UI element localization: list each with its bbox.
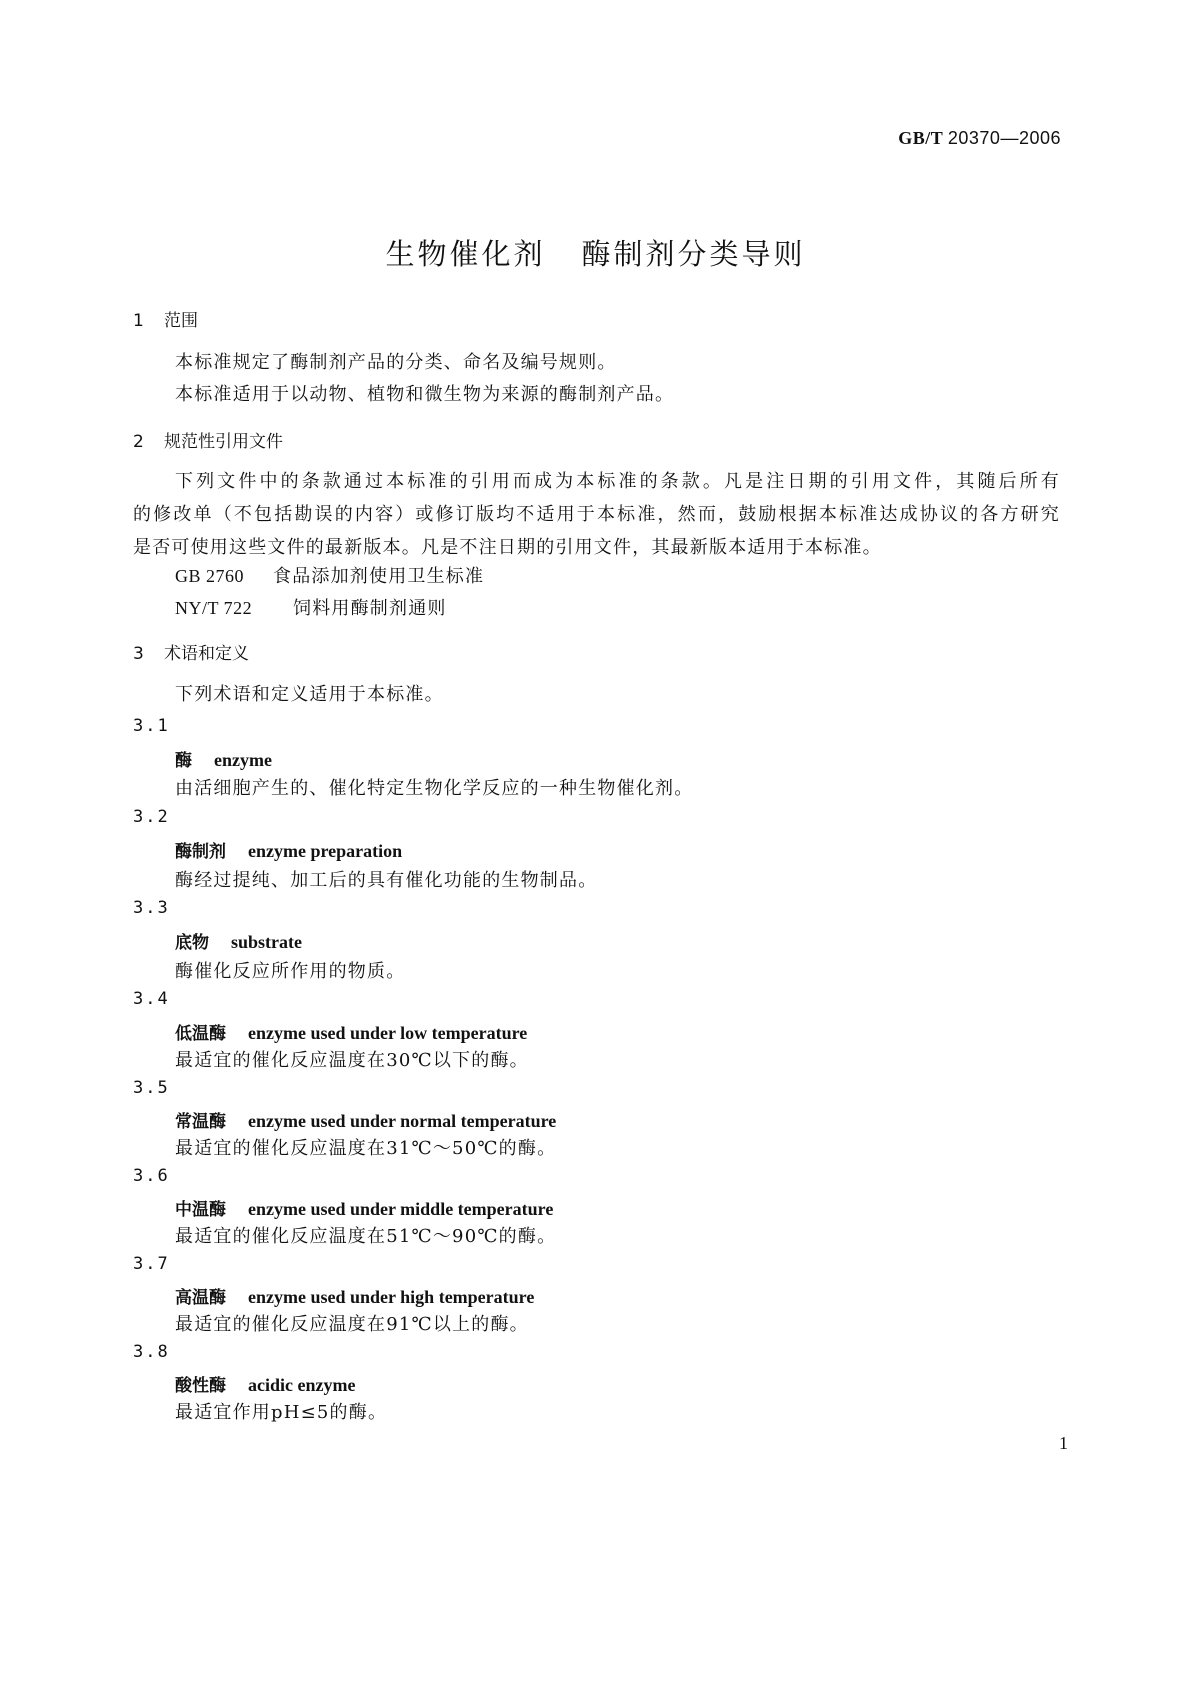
section-number: 2 <box>133 432 144 452</box>
title-part1: 生物催化剂 <box>385 237 546 271</box>
term-definition: 最适宜的催化反应温度在51℃～90℃的酶。 <box>175 1226 557 1247</box>
term-zh: 酸性酶 <box>175 1376 226 1396</box>
section-number: 3 <box>133 644 144 664</box>
term-definition: 最适宜的催化反应温度在30℃以下的酶。 <box>175 1050 529 1071</box>
section-2-heading <box>133 427 283 452</box>
reference-name: 食品添加剂使用卫生标准 <box>273 566 485 587</box>
section-title: 术语和定义 <box>164 644 249 664</box>
section-2-paragraph <box>133 467 1060 566</box>
term-definition: 酶催化反应所作用的物质。 <box>175 961 406 982</box>
title-part2: 酶制剂分类导则 <box>581 237 806 271</box>
term-en: enzyme <box>214 750 272 770</box>
term-number: 3.7 <box>133 1254 170 1274</box>
term-number: 3.3 <box>133 898 170 918</box>
term-definition: 最适宜的催化反应温度在31℃～50℃的酶。 <box>175 1138 557 1159</box>
term-zh: 酶 <box>175 751 192 771</box>
standard-code-prefix: GB/T <box>898 128 943 148</box>
term-title <box>175 837 402 862</box>
term-number: 3.1 <box>133 716 170 736</box>
term-number: 3.2 <box>133 807 170 827</box>
section-title: 范围 <box>164 311 198 331</box>
section-1-heading <box>133 306 198 331</box>
term-zh: 酶制剂 <box>175 842 226 862</box>
section-1-paragraph-1: 本标准规定了酶制剂产品的分类、命名及编号规则。 <box>175 352 617 373</box>
reference-name: 饲料用酶制剂通则 <box>293 598 447 619</box>
term-number: 3.5 <box>133 1078 170 1098</box>
reference-code: NY/T 722 <box>175 598 253 618</box>
reference-code: GB 2760 <box>175 566 245 586</box>
term-title <box>175 1195 553 1220</box>
term-title <box>175 1371 355 1396</box>
paragraph-line: 的修改单（不包括勘误的内容）或修订版均不适用于本标准，然而，鼓励根据本标准达成协议的各方研究 <box>133 504 1060 525</box>
term-title <box>175 1107 556 1132</box>
term-number: 3.8 <box>133 1342 170 1362</box>
reference-item <box>175 594 447 620</box>
term-definition: 酶经过提纯、加工后的具有催化功能的生物制品。 <box>175 870 598 891</box>
document-title <box>0 232 1191 273</box>
term-title <box>175 928 302 953</box>
section-1-paragraph-2: 本标准适用于以动物、植物和微生物为来源的酶制剂产品。 <box>175 384 675 405</box>
section-3-intro: 下列术语和定义适用于本标准。 <box>175 684 444 705</box>
term-definition: 最适宜的催化反应温度在91℃以上的酶。 <box>175 1314 529 1335</box>
term-en: enzyme used under low temperature <box>248 1023 528 1043</box>
term-number: 3.6 <box>133 1166 170 1186</box>
reference-item <box>175 562 484 588</box>
term-title <box>175 746 272 771</box>
section-number: 1 <box>133 311 144 331</box>
standard-code <box>898 128 1061 149</box>
term-zh: 底物 <box>175 933 209 953</box>
term-number: 3.4 <box>133 989 170 1009</box>
standard-code-number: 20370—2006 <box>947 128 1061 148</box>
paragraph-line: 是否可使用这些文件的最新版本。凡是不注日期的引用文件，其最新版本适用于本标准。 <box>133 537 882 558</box>
term-en: enzyme preparation <box>248 841 403 861</box>
section-3-heading <box>133 639 249 664</box>
section-title: 规范性引用文件 <box>164 432 283 452</box>
term-en: enzyme used under high temperature <box>248 1287 535 1307</box>
term-zh: 低温酶 <box>175 1024 226 1044</box>
term-en: enzyme used under middle temperature <box>248 1199 554 1219</box>
term-title <box>175 1283 534 1308</box>
term-en: enzyme used under normal temperature <box>248 1111 557 1131</box>
term-title <box>175 1019 527 1044</box>
page-number: 1 <box>1059 1433 1068 1453</box>
term-zh: 高温酶 <box>175 1288 226 1308</box>
term-en: acidic enzyme <box>248 1375 356 1395</box>
term-zh: 中温酶 <box>175 1200 226 1220</box>
term-definition: 最适宜作用pH≤5的酶。 <box>175 1402 388 1423</box>
term-definition: 由活细胞产生的、催化特定生物化学反应的一种生物催化剂。 <box>175 778 694 799</box>
term-zh: 常温酶 <box>175 1112 226 1132</box>
term-en: substrate <box>231 932 302 952</box>
paragraph-line: 下列文件中的条款通过本标准的引用而成为本标准的条款。凡是注日期的引用文件，其随后所有 <box>175 471 1060 492</box>
